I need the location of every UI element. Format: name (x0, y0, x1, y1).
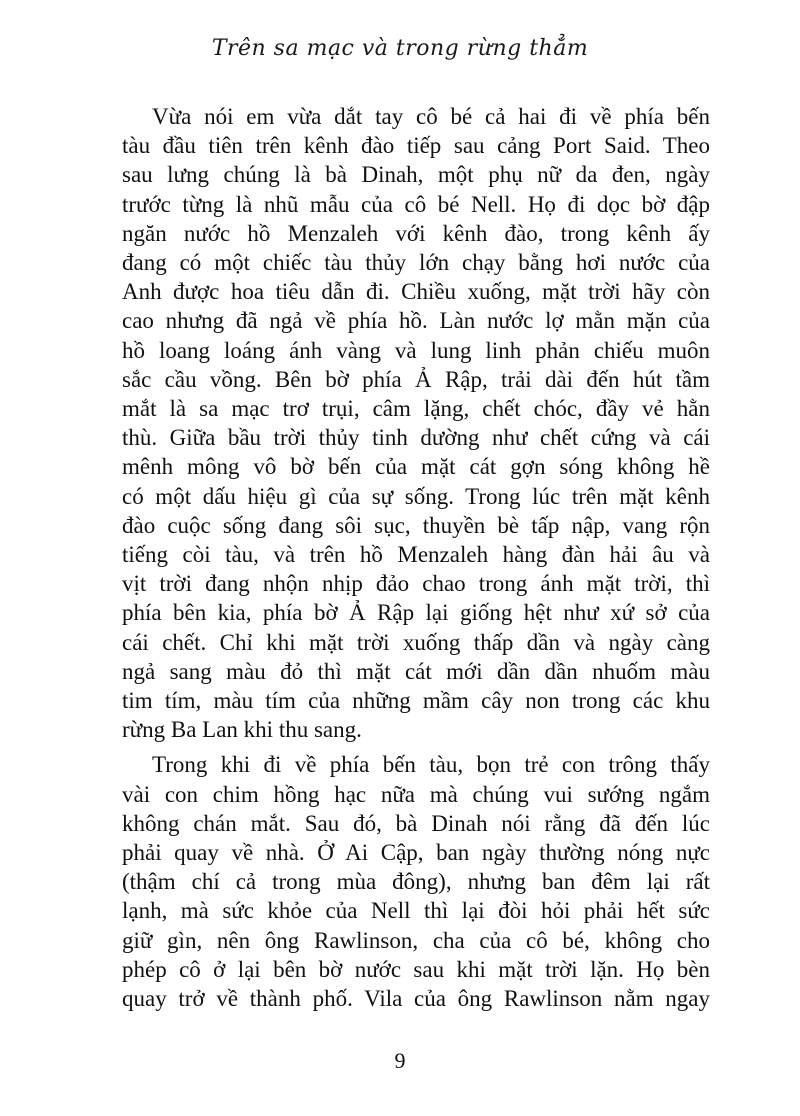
text-line: đào cuộc sống đang sôi sục, thuyền bè tấp nập, vang rộn (122, 512, 710, 538)
text-line: trước từng là nhũ mẫu của cô bé Nell. Họ đi dọc bờ đập (122, 191, 710, 217)
text-line: sau lưng chúng là bà Dinah, một phụ nữ da đen, ngày (122, 162, 710, 188)
text-line: giữ gìn, nên ông Rawlinson, cha của cô bé, không cho (122, 927, 710, 953)
text-line: tim tím, màu tím của những mầm cây non trong các khu (122, 688, 710, 714)
running-header: Trên sa mạc và trong rừng thẳm (211, 36, 589, 61)
text-line: ngăn nước hồ Menzaleh với kênh đào, trong kênh ấy (122, 220, 710, 246)
text-line: Vừa nói em vừa dắt tay cô bé cả hai đi về phía bến (152, 104, 710, 129)
text-line: cao nhưng đã ngả về phía hồ. Làn nước lợ mằn mặn của (122, 308, 710, 334)
text-line: sắc cầu vồng. Bên bờ phía Ả Rập, trải dài đến hút tầm (122, 366, 710, 392)
text-line: tàu đầu tiên trên kênh đào tiếp sau cảng Port Said. Theo (122, 133, 710, 159)
text-line: có một dấu hiệu gì của sự sống. Trong lúc trên mặt kênh (122, 483, 710, 509)
text-line: vài con chim hồng hạc nữa mà chúng vui sướng ngắm (122, 781, 710, 807)
body-text (122, 102, 710, 1013)
text-line: mênh mông vô bờ bến của mặt cát gợn sóng không hề (122, 454, 710, 480)
text-line: cái chết. Chỉ khi mặt trời xuống thấp dần và ngày càng (122, 629, 710, 655)
text-line: (thậm chí cả trong mùa đông), nhưng ban đêm lại rất (122, 869, 710, 895)
text-line: phép cô ở lại bên bờ nước sau khi mặt trời lặn. Họ bèn (122, 956, 710, 982)
text-line: đang có một chiếc tàu thủy lớn chạy bằng hơi nước của (122, 250, 710, 276)
text-line: rừng Ba Lan khi thu sang. (122, 717, 362, 743)
page-number: 9 (394, 1048, 406, 1073)
paragraph-2 (122, 750, 710, 1013)
text-line: mắt là sa mạc trơ trụi, câm lặng, chết chóc, đầy vẻ hằn (122, 396, 710, 422)
text-line: lạnh, mà sức khỏe của Nell thì lại đòi hỏi phải hết sức (122, 898, 710, 924)
text-line: ngả sang màu đỏ thì mặt cát mới dần dần nhuốm màu (122, 658, 710, 684)
text-line: hồ loang loáng ánh vàng và lung linh phản chiếu muôn (122, 337, 710, 363)
text-line: phía bên kia, phía bờ Ả Rập lại giống hệt như xứ sở của (122, 600, 710, 626)
text-line: không chán mắt. Sau đó, bà Dinah nói rằng đã đến lúc (122, 810, 710, 836)
text-line: phải quay về nhà. Ở Ai Cập, ban ngày thường nóng nực (122, 840, 710, 866)
text-line: Trong khi đi về phía bến tàu, bọn trẻ con trông thấy (152, 752, 710, 778)
text-line: Anh được hoa tiêu dẫn đi. Chiều xuống, mặt trời hãy còn (122, 279, 710, 305)
text-line: thù. Giữa bầu trời thủy tinh dường như chết cứng và cái (122, 425, 710, 451)
text-line: quay trở về thành phố. Vila của ông Rawlinson nằm ngay (122, 986, 710, 1012)
text-line: vịt trời đang nhộn nhịp đảo chao trong ánh mặt trời, thì (122, 571, 710, 597)
text-line: tiếng còi tàu, và trên hồ Menzaleh hàng đàn hải âu và (122, 542, 710, 568)
paragraph-1 (122, 102, 710, 744)
